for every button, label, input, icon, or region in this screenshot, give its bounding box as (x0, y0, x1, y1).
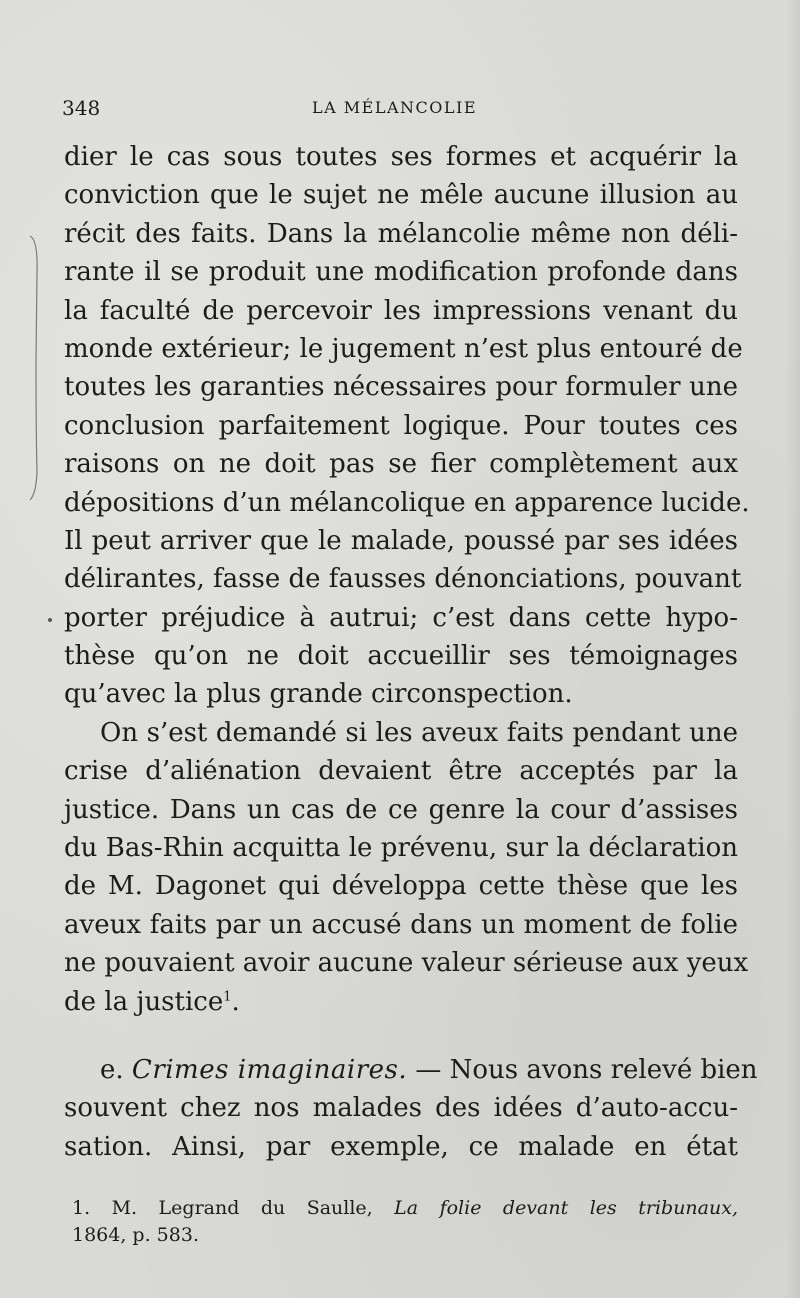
text-line: du Bas-Rhin acquitta le prévenu, sur la déclaration (64, 833, 738, 864)
footnote-title: La folie devant les tribunaux, (394, 1197, 738, 1219)
text-line: toutes les garanties nécessaires pour formuler une (64, 372, 738, 403)
running-title: LA MÉLANCOLIE (312, 98, 477, 117)
footnote-reference: 1 (223, 988, 232, 1004)
text-fragment: Nous avons relevé bien (449, 1054, 758, 1085)
margin-pencil-mark (28, 232, 40, 502)
section-letter: e. (100, 1054, 124, 1085)
text-line: sation. Ainsi, par exemple, ce malade en état (64, 1131, 738, 1162)
text-fragment: . (231, 986, 240, 1017)
page-edge-shadow (786, 0, 800, 1298)
page-number: 348 (62, 96, 101, 120)
text-line: crise d’aliénation devaient être acceptés par la (64, 756, 738, 787)
footnote-line (72, 1195, 738, 1222)
section-title: Crimes imaginaires. (131, 1054, 408, 1085)
text-line: justice. Dans un cas de ce genre la cour d’assises (64, 794, 738, 825)
text-line: monde extérieur; le jugement n’est plus entouré de (64, 333, 743, 364)
text-line: dépositions d’un mélancolique en apparence lucide. (64, 487, 750, 518)
text-line: aveux faits par un accusé dans un moment de folie (64, 909, 738, 940)
text-line: de M. Dagonet qui développa cette thèse que les (64, 871, 738, 902)
running-head (62, 96, 738, 122)
text-line: récit des faits. Dans la mélancolie même non déli- (64, 218, 738, 249)
text-line: qu’avec la plus grande circonspection. (64, 679, 573, 710)
text-line: Il peut arriver que le malade, poussé par ses idées (64, 525, 738, 556)
section-dash: — (407, 1054, 450, 1085)
text-line: dier le cas sous toutes ses formes et acquérir la (64, 142, 738, 172)
text-line: ne pouvaient avoir aucune valeur sérieuse aux yeux (64, 948, 749, 979)
text-fragment: de la justice (64, 986, 224, 1017)
text-line: porter préjudice à autrui; c’est dans cette hypo- (64, 602, 738, 633)
text-line: la faculté de percevoir les impressions venant du (64, 295, 738, 326)
footnote-text: 1. M. Legrand du Saulle, (72, 1197, 395, 1219)
text-line: souvent chez nos malades des idées d’auto-accu- (64, 1093, 738, 1124)
text-line: délirantes, fasse de fausses dénonciations, pouvant (64, 564, 742, 595)
footnote (72, 1195, 738, 1249)
section-heading-line (64, 1051, 758, 1089)
text-line: conclusion parfaitement logique. Pour toutes ces (64, 410, 738, 441)
text-line: rante il se produit une modification profonde dans (64, 257, 738, 288)
text-line: conviction que le sujet ne mêle aucune illusion au (64, 180, 738, 211)
text-line: On s’est demandé si les aveux faits pendant une (100, 717, 738, 748)
text-line: raisons on ne doit pas se fier complètement aux (64, 449, 738, 480)
text-line: thèse qu’on ne doit accueillir ses témoignages (64, 641, 738, 672)
text-line-with-footnote (64, 983, 738, 1021)
section-gap (64, 1021, 738, 1051)
margin-dot (48, 618, 52, 622)
body-text (64, 138, 758, 1166)
footnote-line: 1864, p. 583. (72, 1224, 199, 1246)
